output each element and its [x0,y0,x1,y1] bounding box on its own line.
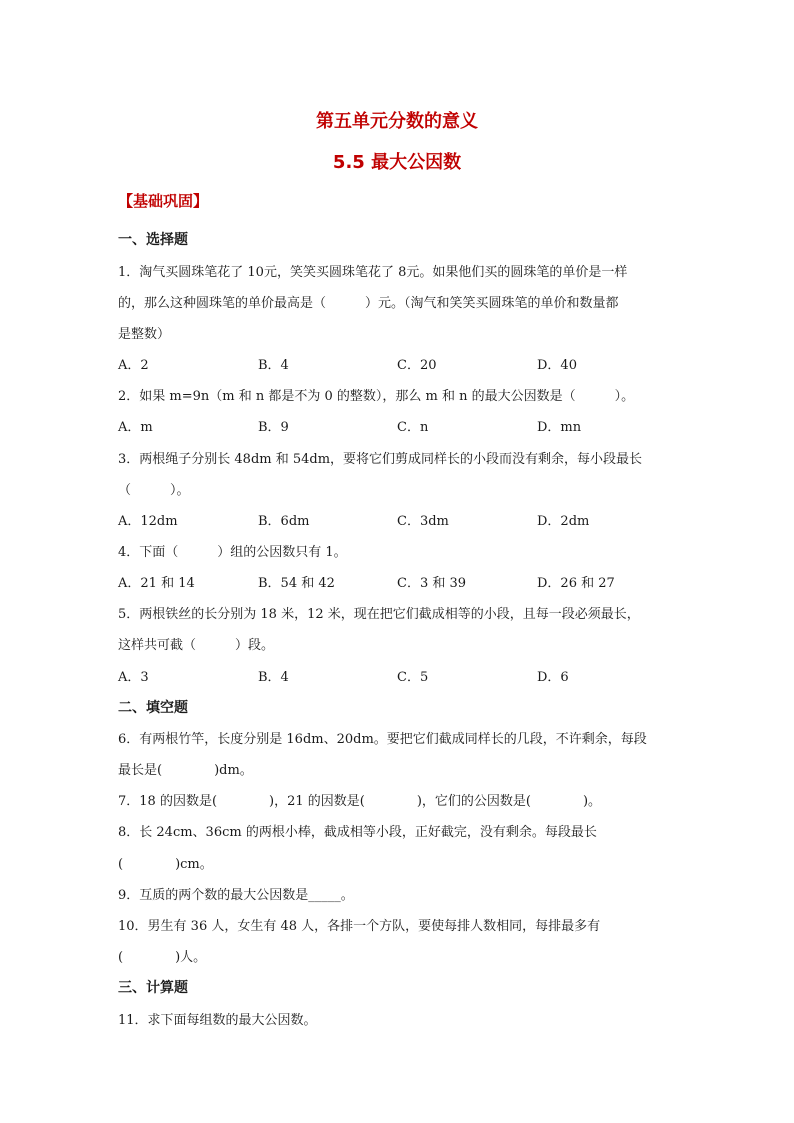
question-9-line-1: 9．互质的两个数的最大公因数是_____。 [118,888,354,903]
question-1-line-2: 的，那么这种圆珠笔的单价最高是（ ）元。（淘气和笑笑买圆珠笔的单价和数量都 [118,296,619,311]
question-1-option-c[interactable]: C．20 [397,358,437,373]
question-10-line-2: ( )人。 [118,950,207,965]
question-5-line-2: 这样共可截（ ）段。 [118,638,275,653]
question-2-option-b[interactable]: B．9 [258,420,289,435]
section-heading-fill: 二、填空题 [118,700,188,716]
question-1-option-b[interactable]: B．4 [258,358,289,373]
question-5-line-1: 5．两根铁丝的长分别为 18 米，12 米，现在把它们截成相等的小段，且每一段必须最长， [118,607,640,622]
section-band-basic: 【基础巩固】 [118,192,209,210]
section-heading-calc: 三、计算题 [118,980,188,996]
question-2-option-a[interactable]: A．m [118,420,153,435]
question-4-option-a[interactable]: A．21 和 14 [118,576,195,591]
question-5-option-a[interactable]: A．3 [118,670,149,685]
question-3-option-c[interactable]: C．3dm [397,514,449,529]
question-8-line-1: 8．长 24cm、36cm 的两根小棒，截成相等小段，正好截完，没有剩余。每段最长 [118,825,597,840]
question-1-line-3: 是整数） [118,327,171,342]
question-4-option-d[interactable]: D．26 和 27 [537,576,615,591]
question-10-line-1: 10．男生有 36 人，女生有 48 人，各排一个方队，要使每排人数相同，每排最多有 [118,919,601,934]
question-2-option-c[interactable]: C．n [397,420,429,435]
question-5-option-d[interactable]: D．6 [537,670,569,685]
question-1-line-1: 1．淘气买圆珠笔花了 10元，笑笑买圆珠笔花了 8元。如果他们买的圆珠笔的单价是一样 [118,265,628,280]
question-6-line-1: 6．有两根竹竿，长度分别是 16dm、20dm。要把它们截成同样长的几段，不许剩余，每段 [118,732,647,747]
question-3-line-2: （ ）。 [118,483,190,498]
question-4-option-c[interactable]: C．3 和 39 [397,576,467,591]
question-3-option-d[interactable]: D．2dm [537,514,590,529]
page-subtitle: 5.5 最大公因数 [332,152,462,173]
question-2-line-1: 2．如果 m=9n（m 和 n 都是不为 0 的整数），那么 m 和 n 的最大公因数是（ ）。 [118,389,635,404]
page-title: 第五单元分数的意义 [316,111,478,132]
question-3-option-a[interactable]: A．12dm [118,514,178,529]
question-11-line-1: 11．求下面每组数的最大公因数。 [118,1013,317,1028]
question-2-option-d[interactable]: D．mn [537,420,582,435]
question-6-line-2: 最长是( )dm。 [118,763,253,778]
question-7-line-1: 7．18 的因数是( )，21 的因数是( )，它们的公因数是( )。 [118,794,602,809]
question-8-line-2: ( )cm。 [118,857,213,872]
question-4-line-1: 4．下面（ ）组的公因数只有 1。 [118,545,347,560]
question-1-option-d[interactable]: D．40 [537,358,577,373]
question-3-line-1: 3．两根绳子分别长 48dm 和 54dm，要将它们剪成同样长的小段而没有剩余，每小段最长 [118,452,643,467]
question-3-option-b[interactable]: B．6dm [258,514,310,529]
question-1-option-a[interactable]: A．2 [118,358,149,373]
question-4-option-b[interactable]: B．54 和 42 [258,576,335,591]
section-heading-choice: 一、选择题 [118,232,188,248]
question-5-option-b[interactable]: B．4 [258,670,289,685]
question-5-option-c[interactable]: C．5 [397,670,429,685]
